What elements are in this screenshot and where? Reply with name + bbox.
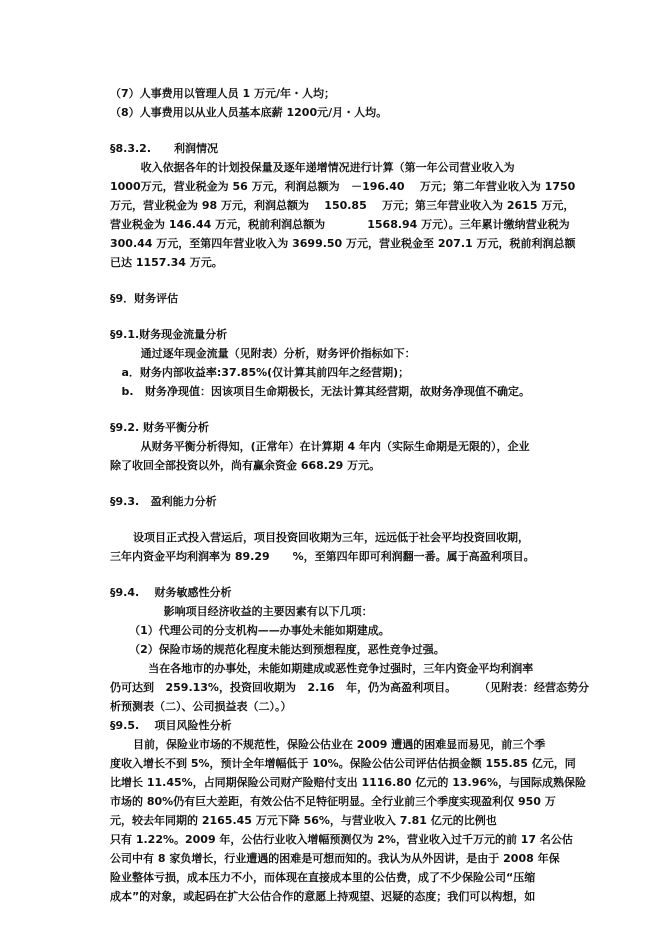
text-line: 公司中有 8 家负增长，行业遭遇的困难是可想而知的。我认为从外因讲，是由于 2008 年保	[110, 852, 560, 865]
list-item: b. 财务净现值：因该项目生命期极长，无法计算其经营期，故财务净现值不确定。	[110, 385, 531, 398]
text-line: 1000万元，营业税金为 56 万元，利润总额为 －196.40 万元；第二年营业收入为 1750	[110, 180, 576, 193]
text-line: 设项目正式投入营运后，项目投资回收期为三年，远远低于社会平均投资回收期，	[110, 531, 529, 544]
list-item: （2）保险市场的规范化程度未能达到预想程度，恶性竞争过强。	[110, 643, 445, 656]
text-line: 元，较去年同期的 2165.45 万元下降 56%，与营业收入 7.81 亿元的比例也	[110, 814, 497, 827]
text-line: 市场的 80%仍有巨大差距，有效公估不足特征明显。全行业前三个季度实现盈利仅 950 万	[110, 795, 556, 808]
text-line: 当在各地市的办事处，未能如期建成或恶性竞争过强时，三年内资金平均利润率	[110, 662, 534, 675]
text-line: 300.44 万元，至第四年营业收入为 3699.50 万元，营业税金至 207.1 万元，税前利润总额	[110, 237, 576, 250]
text-line: 险业整体亏损，成本压力不小，而体现在直接成本里的公估费，成了不少保险公司“压缩	[110, 871, 536, 884]
section-heading: §9.4. 财务敏感性分析	[110, 586, 232, 599]
text-line: （7）人事费用以管理人员 1 万元/年・人均；	[110, 87, 335, 100]
section-heading: §9.3. 盈利能力分析	[110, 495, 217, 508]
text-line: 三年内资金平均利润率为 89.29 %，至第四年即可利润翻一番。属于高盈利项目。	[110, 550, 535, 563]
text-line: 万元，营业税金为 98 万元，利润总额为 150.85 万元；第三年营业收入为 2615 万元，	[110, 199, 575, 212]
text-line: 成本”的对象，或起码在扩大公估合作的意愿上持观望、迟疑的态度；我们可以构想，如	[110, 890, 536, 903]
text-line: （8）人事费用以从业人员基本底薪 1200元/月・人均。	[110, 106, 388, 119]
text-line: 营业税金为 146.44 万元，税前利润总额为 1568.94 万元）。三年累计缴纳营业税为	[110, 218, 570, 231]
section-heading: §9.5. 项目风险性分析	[110, 719, 232, 732]
section-heading: §9.2. 财务平衡分析	[110, 421, 209, 434]
section-heading: §9．财务评估	[110, 292, 179, 305]
text-line: 仍可达到 259.13%，投资回收期为 2.16 年，仍为高盈利项目。 （见附表：经营态势分	[110, 681, 590, 694]
text-line: 影响项目经济收益的主要因素有以下几项：	[110, 605, 373, 618]
list-item: （1）代理公司的分支机构——办事处未能如期建成。	[110, 624, 390, 637]
text-line: 已达 1157.34 万元。	[110, 256, 223, 269]
section-heading: §9.1.财务现金流量分析	[110, 328, 228, 341]
text-line: 从财务平衡分析得知，(正常年）在计算期 4 年内（实际生命期是无限的），企业	[110, 440, 530, 453]
text-line: 目前，保险业市场的不规范性，保险公估业在 2009 遭遇的困难显而易见，前三个季	[110, 738, 546, 751]
text-line: 比增长 11.45%，占同期保险公司财产险赔付支出 1116.80 亿元的 13.96%，与国际成熟保险	[110, 776, 587, 789]
text-line: 析预测表（二）、公司损益表（二）。）	[110, 700, 292, 713]
text-line: 收入依据各年的计划投保量及逐年递增情况进行计算（第一年公司营业收入为	[110, 161, 515, 174]
text-line: 度收入增长不到 5%，预计全年增幅低于 10%。保险公估公司评估估损金额 155.85 亿元，同	[110, 757, 576, 770]
text-line: 除了收回全部投资以外，尚有赢余资金 668.29 万元。	[110, 459, 381, 472]
section-heading: §8.3.2. 利润情况	[110, 142, 218, 155]
text-line: 通过逐年现金流量（见附表）分析，财务评价指标如下：	[110, 347, 416, 360]
text-line: 只有 1.22%。2009 年，公估行业收入增幅预测仅为 2%，营业收入过千万元的前 17 名公估	[110, 833, 573, 846]
list-item: a．财务内部收益率:37.85%(仅计算其前四年之经营期)；	[110, 366, 410, 379]
